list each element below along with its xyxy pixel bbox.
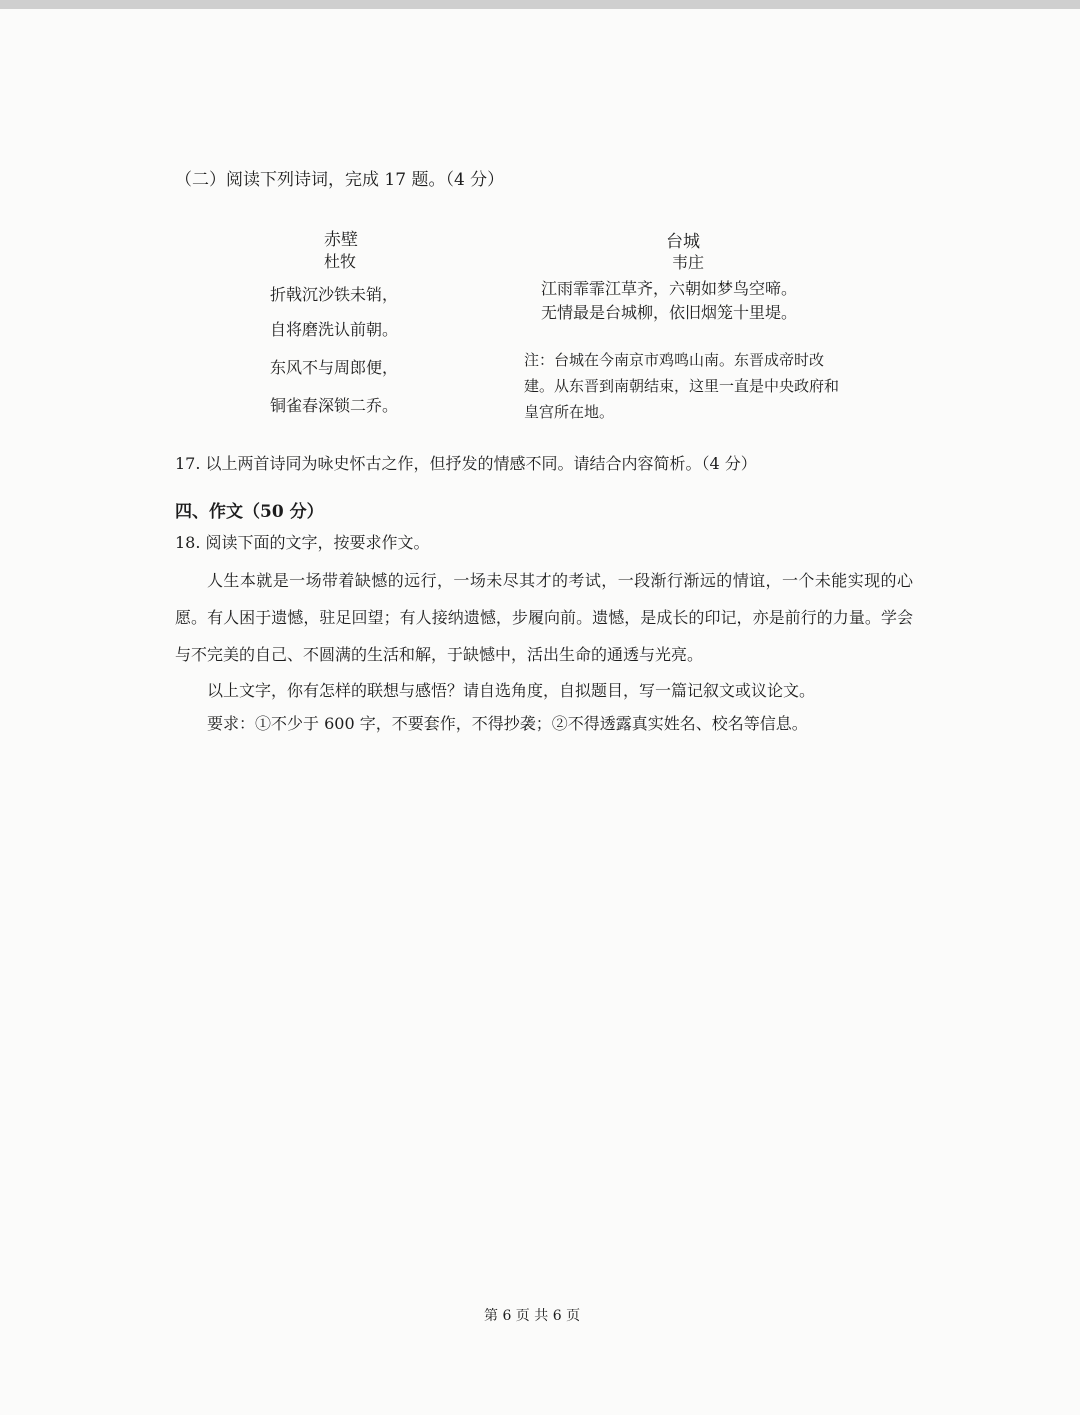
page-number: 第 6 页 共 6 页	[484, 1308, 581, 1324]
poem-2-line-1: 江雨霏霏江草齐，六朝如梦鸟空啼。	[541, 279, 798, 298]
essay-question: 以上文字，你有怎样的联想与感悟？请自选角度，自拟题目，写一篇记叙文或议论文。	[207, 681, 816, 700]
question-18-intro: 18. 阅读下面的文字，按要求作文。	[175, 533, 430, 552]
poem-2-author: 韦庄	[672, 253, 705, 272]
section-2-heading: （二）阅读下列诗词，完成 17 题。（4 分）	[175, 170, 505, 190]
poem-1-line-2: 自将磨洗认前朝。	[270, 320, 399, 339]
poem-1-line-1: 折戟沉沙铁未销，	[270, 285, 399, 304]
poem-2-title: 台城	[666, 232, 700, 252]
poem-1-author: 杜牧	[324, 252, 357, 271]
essay-requirement: 要求：①不少于 600 字，不要套作，不得抄袭；②不得透露真实姓名、校名等信息。	[207, 714, 808, 733]
poem-1-line-3: 东风不与周郎便，	[270, 358, 399, 377]
question-17: 17. 以上两首诗同为咏史怀古之作，但抒发的情感不同。请结合内容简析。（4 分）	[175, 454, 757, 473]
poem-1-line-4: 铜雀春深锁二乔。	[270, 396, 399, 415]
top-scan-edge	[0, 0, 1080, 9]
section-4-heading: 四、作文（50 分）	[175, 502, 324, 522]
poem-2-line-2: 无情最是台城柳，依旧烟笼十里堤。	[541, 303, 798, 322]
essay-prompt: 人生本就是一场带着缺憾的远行，一场未尽其才的考试，一段渐行渐远的情谊，一个未能实现的心愿。有人困于遗憾，驻足回望；有人接纳遗憾，步履向前。遗憾，是成长的印记，亦是前行的力量。学会与不完美的自己、不圆满的生活和解，于缺憾中，活出生命的通透与光亮。	[175, 571, 913, 664]
poem-2-note: 注：台城在今南京市鸡鸣山南。东晋成帝时改建。从东晋到南朝结束，这里一直是中央政府和皇宫所在地。	[524, 351, 840, 421]
poem-1-title: 赤壁	[324, 230, 358, 250]
